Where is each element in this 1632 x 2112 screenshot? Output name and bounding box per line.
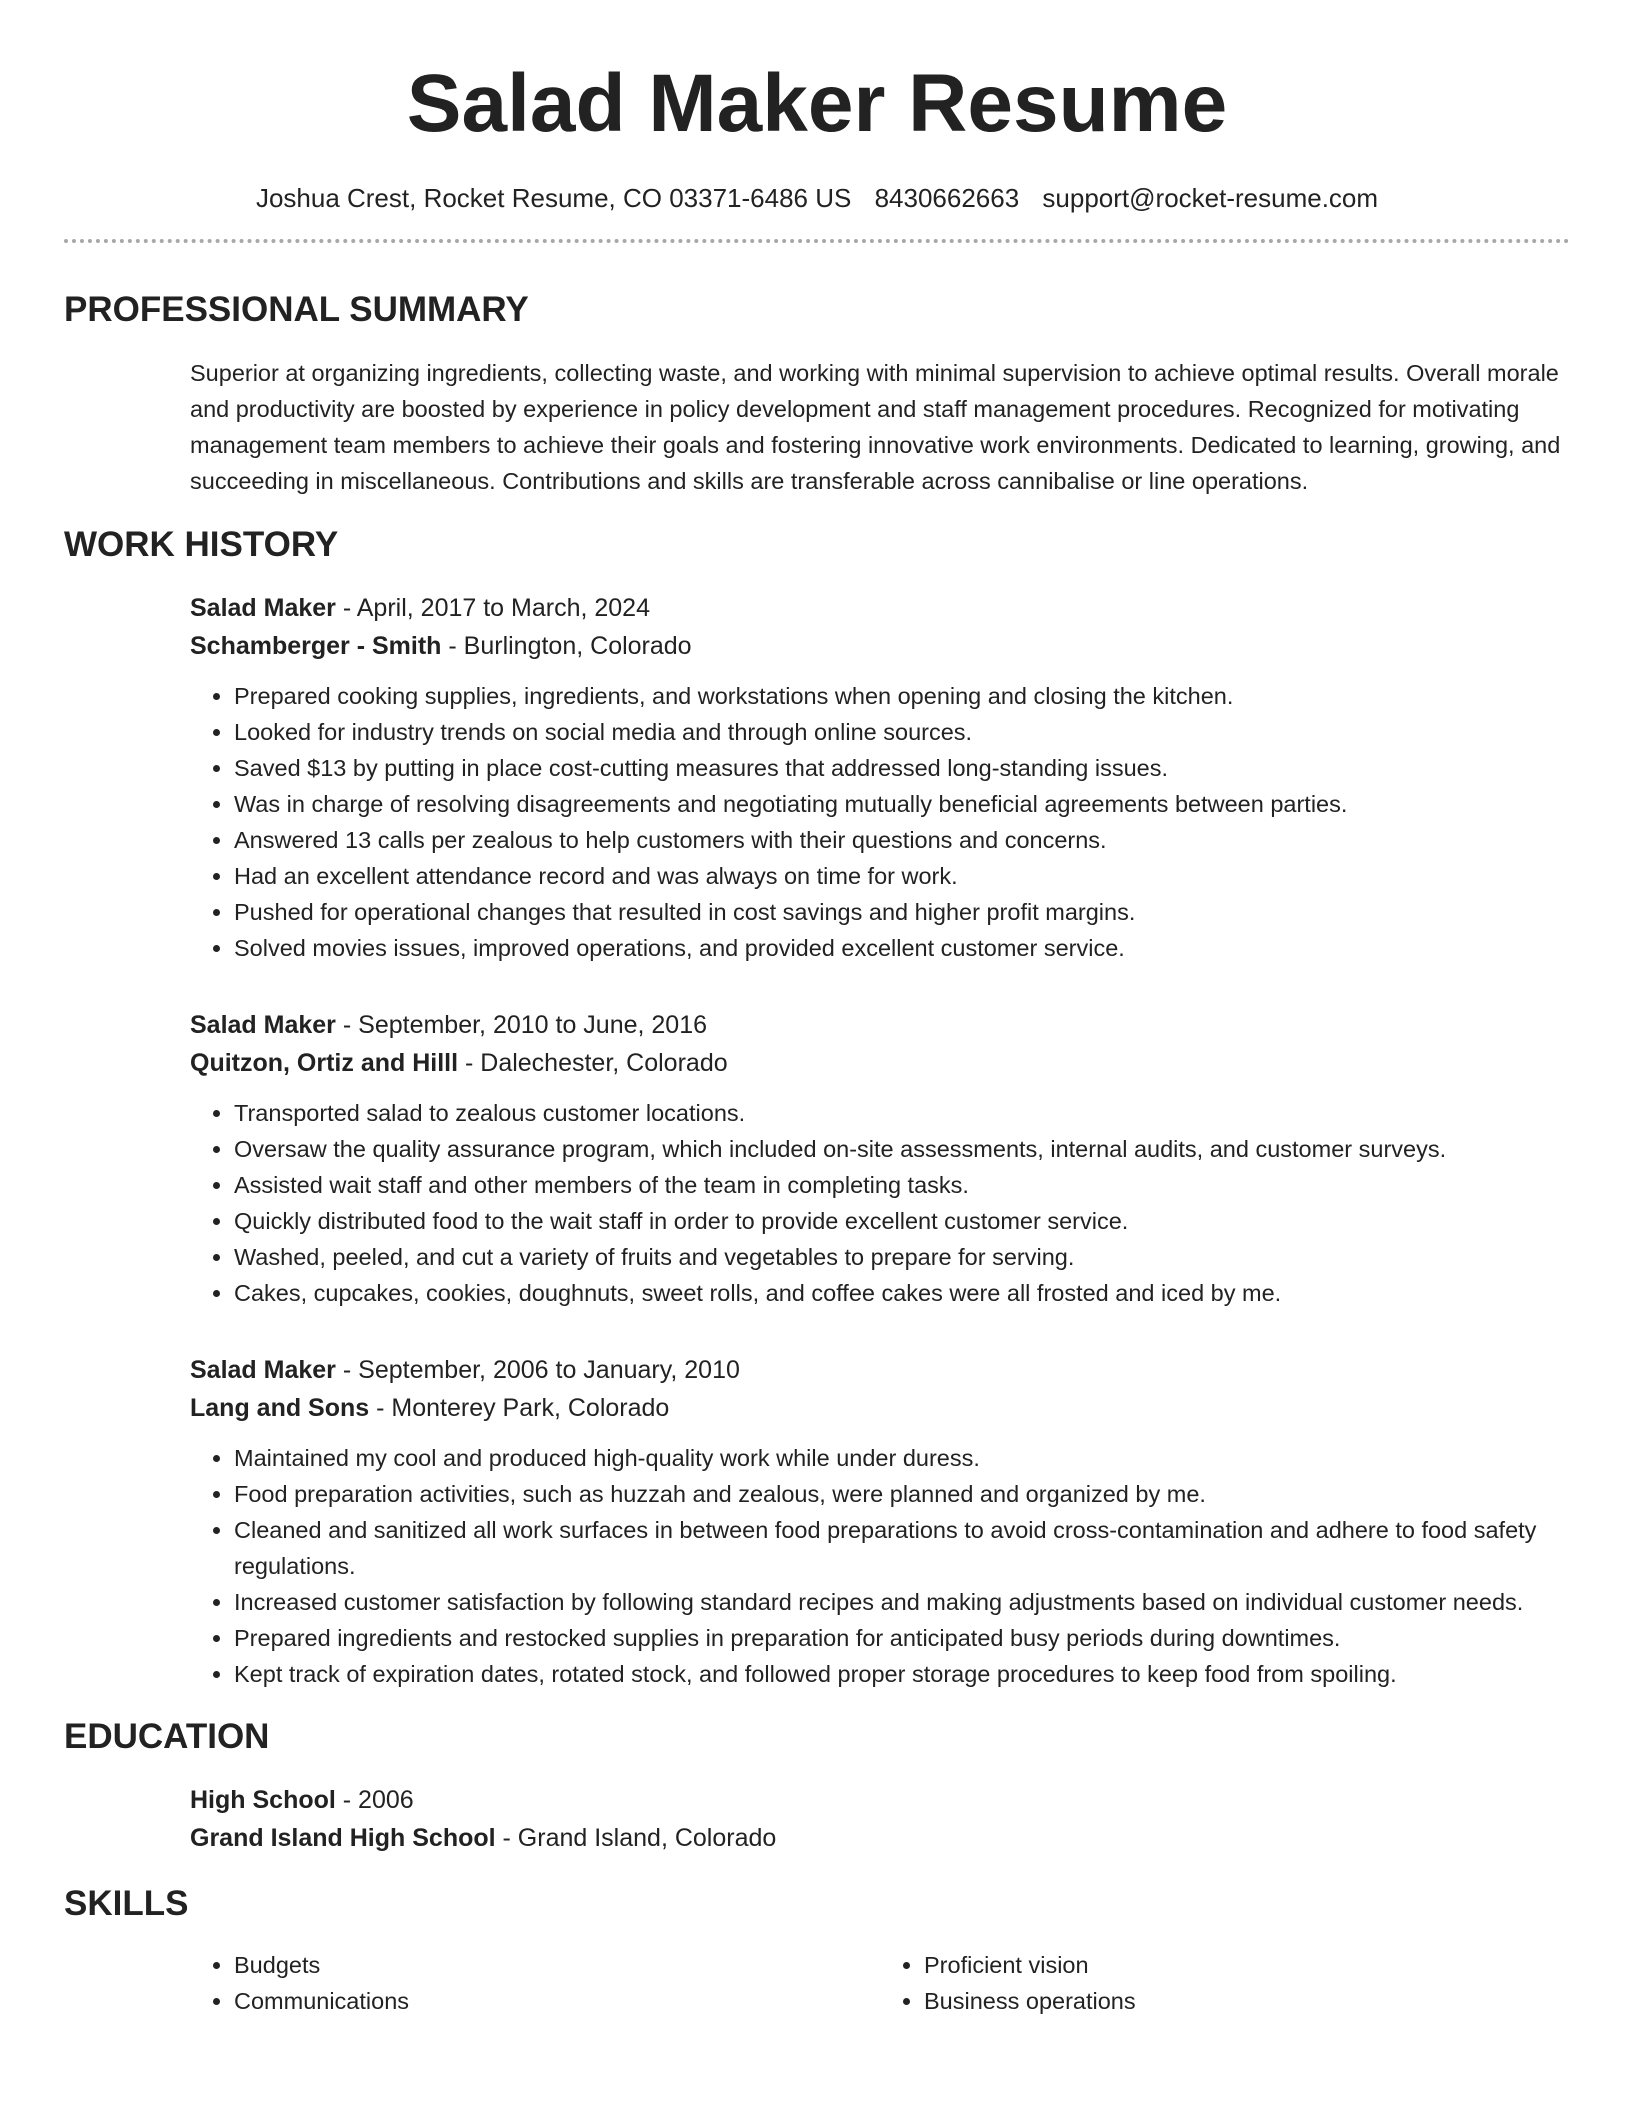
job-company: Quitzon, Ortiz and Hilll <box>190 1049 459 1077</box>
job-title: Salad Maker <box>190 594 336 622</box>
job-location: - Dalechester, Colorado <box>458 1049 728 1077</box>
list-item: • Oversaw the quality assurance program, which included on-site assessments, internal audits, and customer surveys. <box>234 1131 1570 1167</box>
job-title-line <box>190 1351 1570 1389</box>
list-item: • Had an excellent attendance record and was always on time for work. <box>234 858 1570 894</box>
education-school: Grand Island High School <box>190 1824 496 1852</box>
list-item: • Pushed for operational changes that resulted in cost savings and higher profit margins. <box>234 894 1570 930</box>
job-entry <box>190 589 1570 966</box>
job-entry <box>190 1351 1570 1692</box>
education-degree: High School <box>190 1786 336 1814</box>
job-company-line <box>190 1044 1570 1082</box>
skills-column-right <box>880 1947 1570 2019</box>
job-bullet-list <box>190 1440 1570 1692</box>
list-item: • Cleaned and sanitized all work surfaces in between food preparations to avoid cross-contamination and adhere to food safety regulations. <box>234 1512 1570 1584</box>
section-heading-work-history: WORK HISTORY <box>64 525 339 564</box>
list-item: • Maintained my cool and produced high-quality work while under duress. <box>234 1440 1570 1476</box>
list-item: • Was in charge of resolving disagreements and negotiating mutually beneficial agreements between parties. <box>234 786 1570 822</box>
list-item: • Prepared cooking supplies, ingredients, and workstations when opening and closing the kitchen. <box>234 678 1570 714</box>
education-location: - Grand Island, Colorado <box>495 1824 777 1852</box>
job-title-line <box>190 1006 1570 1044</box>
education-year: - 2006 <box>335 1786 414 1814</box>
skill-item: • Communications <box>234 1983 880 2019</box>
list-item: • Answered 13 calls per zealous to help customers with their questions and concerns. <box>234 822 1570 858</box>
job-bullet-list <box>190 1095 1570 1311</box>
skills-grid <box>190 1947 1570 2019</box>
list-item: • Washed, peeled, and cut a variety of fruits and vegetables to prepare for serving. <box>234 1239 1570 1275</box>
list-item: • Transported salad to zealous customer locations. <box>234 1095 1570 1131</box>
list-item: • Kept track of expiration dates, rotated stock, and followed proper storage procedures to keep food from spoiling. <box>234 1656 1570 1692</box>
contact-email: support@rocket-resume.com <box>1042 183 1379 213</box>
job-title: Salad Maker <box>190 1356 336 1384</box>
list-item: • Cakes, cupcakes, cookies, doughnuts, sweet rolls, and coffee cakes were all frosted and iced by me. <box>234 1275 1570 1311</box>
section-heading-education: EDUCATION <box>64 1717 270 1756</box>
section-heading-skills: SKILLS <box>64 1884 189 1923</box>
job-company-line <box>190 627 1570 665</box>
list-item: • Assisted wait staff and other members of the team in completing tasks. <box>234 1167 1570 1203</box>
job-dates: - April, 2017 to March, 2024 <box>335 594 650 622</box>
page-title: Salad Maker Resume <box>406 58 1228 149</box>
list-item: • Increased customer satisfaction by following standard recipes and making adjustments based on individual customer needs. <box>234 1584 1570 1620</box>
job-company: Lang and Sons <box>190 1394 370 1422</box>
job-title: Salad Maker <box>190 1011 336 1039</box>
list-item: • Saved $13 by putting in place cost-cutting measures that addressed long-standing issues. <box>234 750 1570 786</box>
job-bullet-list <box>190 678 1570 966</box>
education-degree-line <box>190 1781 1570 1819</box>
contact-phone: 8430662663 <box>874 183 1020 213</box>
contact-line <box>64 182 1570 214</box>
contact-address: Joshua Crest, Rocket Resume, CO 03371-6486 US <box>255 183 852 213</box>
job-entry <box>190 1006 1570 1311</box>
job-location: - Burlington, Colorado <box>441 632 692 660</box>
summary-text: Superior at organizing ingredients, collecting waste, and working with minimal supervision to achieve optimal results. Overall morale and productivity are boosted by experience in policy development and staff management procedures. Recognized for motivating management team members to achieve their goals and fostering innovative work environments. Dedicated to learning, growing, and succeeding in miscellaneous. Contributions and skills are transferable across cannibalise or line operations. <box>190 360 1561 494</box>
skill-item: • Proficient vision <box>924 1947 1570 1983</box>
skills-column-left <box>190 1947 880 2019</box>
section-heading-summary: PROFESSIONAL SUMMARY <box>64 290 529 329</box>
job-company: Schamberger - Smith <box>190 632 442 660</box>
job-location: - Monterey Park, Colorado <box>369 1394 670 1422</box>
list-item: • Prepared ingredients and restocked supplies in preparation for anticipated busy periods during downtimes. <box>234 1620 1570 1656</box>
resume-page <box>64 0 1570 2019</box>
job-dates: - September, 2010 to June, 2016 <box>335 1011 708 1039</box>
list-item: • Looked for industry trends on social media and through online sources. <box>234 714 1570 750</box>
job-dates: - September, 2006 to January, 2010 <box>335 1356 740 1384</box>
skill-item: • Budgets <box>234 1947 880 1983</box>
list-item: • Solved movies issues, improved operations, and provided excellent customer service. <box>234 930 1570 966</box>
job-title-line <box>190 589 1570 627</box>
education-entry <box>190 1781 1570 1857</box>
skill-item: • Business operations <box>924 1983 1570 2019</box>
education-school-line <box>190 1819 1570 1857</box>
list-item: • Quickly distributed food to the wait staff in order to provide excellent customer service. <box>234 1203 1570 1239</box>
job-company-line <box>190 1389 1570 1427</box>
header-divider <box>64 239 1570 243</box>
list-item: • Food preparation activities, such as huzzah and zealous, were planned and organized by me. <box>234 1476 1570 1512</box>
